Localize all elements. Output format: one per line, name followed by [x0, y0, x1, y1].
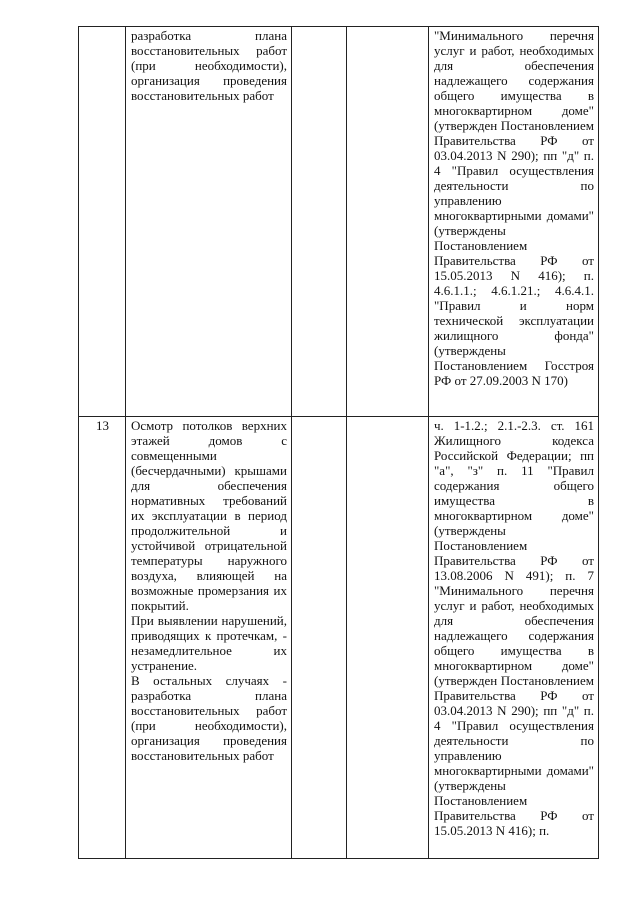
work-description-cell — [126, 417, 292, 859]
empty-cell — [347, 27, 429, 417]
row-number-cell: 13 — [79, 417, 126, 859]
empty-cell — [292, 417, 347, 859]
regulation-table — [78, 26, 599, 859]
table-row — [79, 27, 599, 417]
work-paragraph: разработка плана восстановительных работ (при необходимости), организация проведения восстановительных работ — [131, 28, 287, 103]
legal-basis-cell: ч. 1-1.2.; 2.1.-2.3. ст. 161 Жилищного кодекса Российской Федерации; пп "а", "з" п. 11 "Правил содержания общего имущества в многоквартирном доме" (утверждены Постановлением Правительства РФ от 13.08.2006 N 491); п. 7 "Минимального перечня услуг и работ, необходимых для обеспечения надлежащего содержания общего имущества в многоквартирном доме" (утвержден Постановлением Правительства РФ от 03.04.2013 N 290); пп "д" п. 4 "Правил осуществления деятельности по управлению многоквартирными домами" (утверждены Постановлением Правительства РФ от 15.05.2013 N 416); п. — [429, 417, 599, 859]
empty-cell — [347, 417, 429, 859]
empty-cell — [292, 27, 347, 417]
legal-basis-cell: "Минимального перечня услуг и работ, необходимых для обеспечения надлежащего содержания общего имущества в многоквартирном доме" (утвержден Постановлением Правительства РФ от 03.04.2013 N 290); пп "д" п. 4 "Правил осуществления деятельности по управлению многоквартирными домами" (утверждены Постановлением Правительства РФ от 15.05.2013 N 416); п. 4.6.1.1.; 4.6.1.21.; 4.6.4.1. "Правил и норм технической эксплуатации жилищного фонда" (утверждены Постановлением Госстроя РФ от 27.09.2003 N 170) — [429, 27, 599, 417]
table-row — [79, 417, 599, 859]
work-paragraph: Осмотр потолков верхних этажей домов с совмещенными (бесчердачными) крышами для обеспечения нормативных требований их эксплуатации в период продолжительной и устойчивой отрицательной температуры наружного воздуха, влияющей на возможные промерзания их покрытий. — [131, 418, 287, 613]
work-paragraph: В остальных случаях - разработка плана восстановительных работ (при необходимости), организация проведения восстановительных работ — [131, 673, 287, 763]
row-number-cell — [79, 27, 126, 417]
work-description-cell — [126, 27, 292, 417]
work-paragraph: При выявлении нарушений, приводящих к протечкам, - незамедлительное их устранение. — [131, 613, 287, 673]
